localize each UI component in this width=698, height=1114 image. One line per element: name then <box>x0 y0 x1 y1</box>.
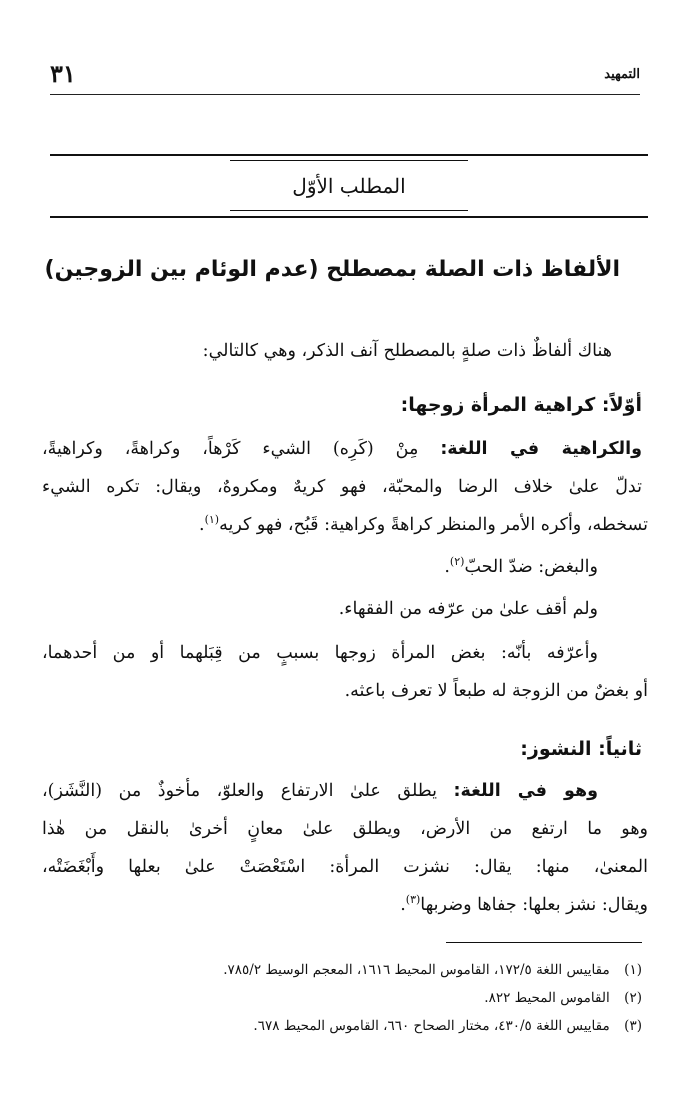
paragraph-line: ويقال: نشز بعلها: جفاها وضربها$^{(٣)}$. <box>400 893 648 915</box>
paragraph-line: تسخطه، وأكره الأمر والمنظر كراهةً وكراهية: قَبُح، فهو كريه$^{(١)}$. <box>198 513 648 535</box>
paragraph-line: المعنىٰ، منها: يقال: نشزت المرأة: اسْتَعْصَتْ علىٰ بعلها وأَبْغَضَتْه، <box>42 857 648 877</box>
footnote-text: القاموس المحيط ٨٢٢. <box>484 990 610 1006</box>
term-label: والكراهية في اللغة: <box>440 439 642 459</box>
paragraph-line: وهو ما ارتفع من الأرض، ويطلق علىٰ معانٍ أخرىٰ بالنقل من هٰذا <box>42 819 648 839</box>
paragraph-text: يطلق علىٰ الارتفاع والعلوّ، مأخوذٌ من (النَّشَز)، <box>42 781 437 801</box>
footnote-ref[interactable]: (١) <box>204 513 220 527</box>
footnote-text: مقاييس اللغة ١٧٢/٥، القاموس المحيط ١٦١٦، المعجم الوسيط ٧٨٥/٢. <box>223 962 610 978</box>
section-heading: الألفاظ ذات الصلة بمصطلح (عدم الوئام بين الزوجين) <box>44 257 620 282</box>
paragraph-line: أو بغضٌ من الزوجة له طبعاً لا تعرف باعثه. <box>344 681 648 701</box>
running-header <box>50 58 640 90</box>
footnote-text: مقاييس اللغة ٤٣٠/٥، مختار الصحاح ٦٦٠، القاموس المحيط ٦٧٨. <box>253 1018 610 1034</box>
subheading-first: أوّلاً: كراهية المرأة زوجها: <box>400 394 642 416</box>
footnote-rule <box>446 942 642 943</box>
term-label: وهو في اللغة: <box>453 781 598 801</box>
footnote <box>223 958 642 982</box>
paragraph-line <box>42 432 642 466</box>
intro-paragraph: هناك ألفاظٌ ذات صلةٍ بالمصطلح آنف الذكر، وهي كالتالي: <box>202 341 612 361</box>
paragraph-text: تسخطه، وأكره الأمر والمنظر كراهةً وكراهية: قَبُح، فهو كريه <box>219 515 648 535</box>
chapter-title: التمهيد <box>604 67 640 82</box>
banner-bottom-inner-rule <box>230 210 468 211</box>
footnote-ref[interactable]: (٣) <box>405 893 421 907</box>
paragraph-line: ولم أقف علىٰ من عرّفه من الفقهاء. <box>338 599 598 619</box>
paragraph-line: والبغض: ضدّ الحبّ$^{(٢)}$. <box>444 555 598 577</box>
footnote-number: (٣) <box>624 1018 642 1034</box>
paragraph-line <box>42 774 598 808</box>
footnote <box>253 1014 642 1038</box>
paragraph-text: ويقال: نشز بعلها: جفاها وضربها <box>420 895 648 915</box>
banner-top-inner-rule <box>230 160 468 161</box>
paragraph-text: والبغض: ضدّ الحبّ <box>464 557 598 577</box>
footnote <box>484 986 642 1010</box>
header-rule <box>50 94 640 95</box>
footnote-ref[interactable]: (٢) <box>449 555 465 569</box>
paragraph-line: وأعرّفه بأنّه: بغض المرأة زوجها بسببٍ من قِبَلهما أو من أحدهما، <box>42 643 598 663</box>
page-number: ٣١ <box>50 59 76 88</box>
paragraph-text: مِنْ (كَرِه) الشيء كَرْهاً، وكراهةً، وكراهيةً، <box>42 439 419 459</box>
section-title: المطلب الأوّل <box>292 174 406 198</box>
banner-top-rule <box>50 154 648 156</box>
subheading-second: ثانياً: النشوز: <box>520 738 642 760</box>
footnote-number: (٢) <box>624 990 642 1006</box>
footnote-number: (١) <box>624 962 642 978</box>
paragraph-line: تدلّ علىٰ خلاف الرضا والمحبّة، فهو كريهٌ ومكروهٌ، ويقال: تكره الشيء <box>42 477 642 497</box>
banner-bottom-rule <box>50 216 648 218</box>
